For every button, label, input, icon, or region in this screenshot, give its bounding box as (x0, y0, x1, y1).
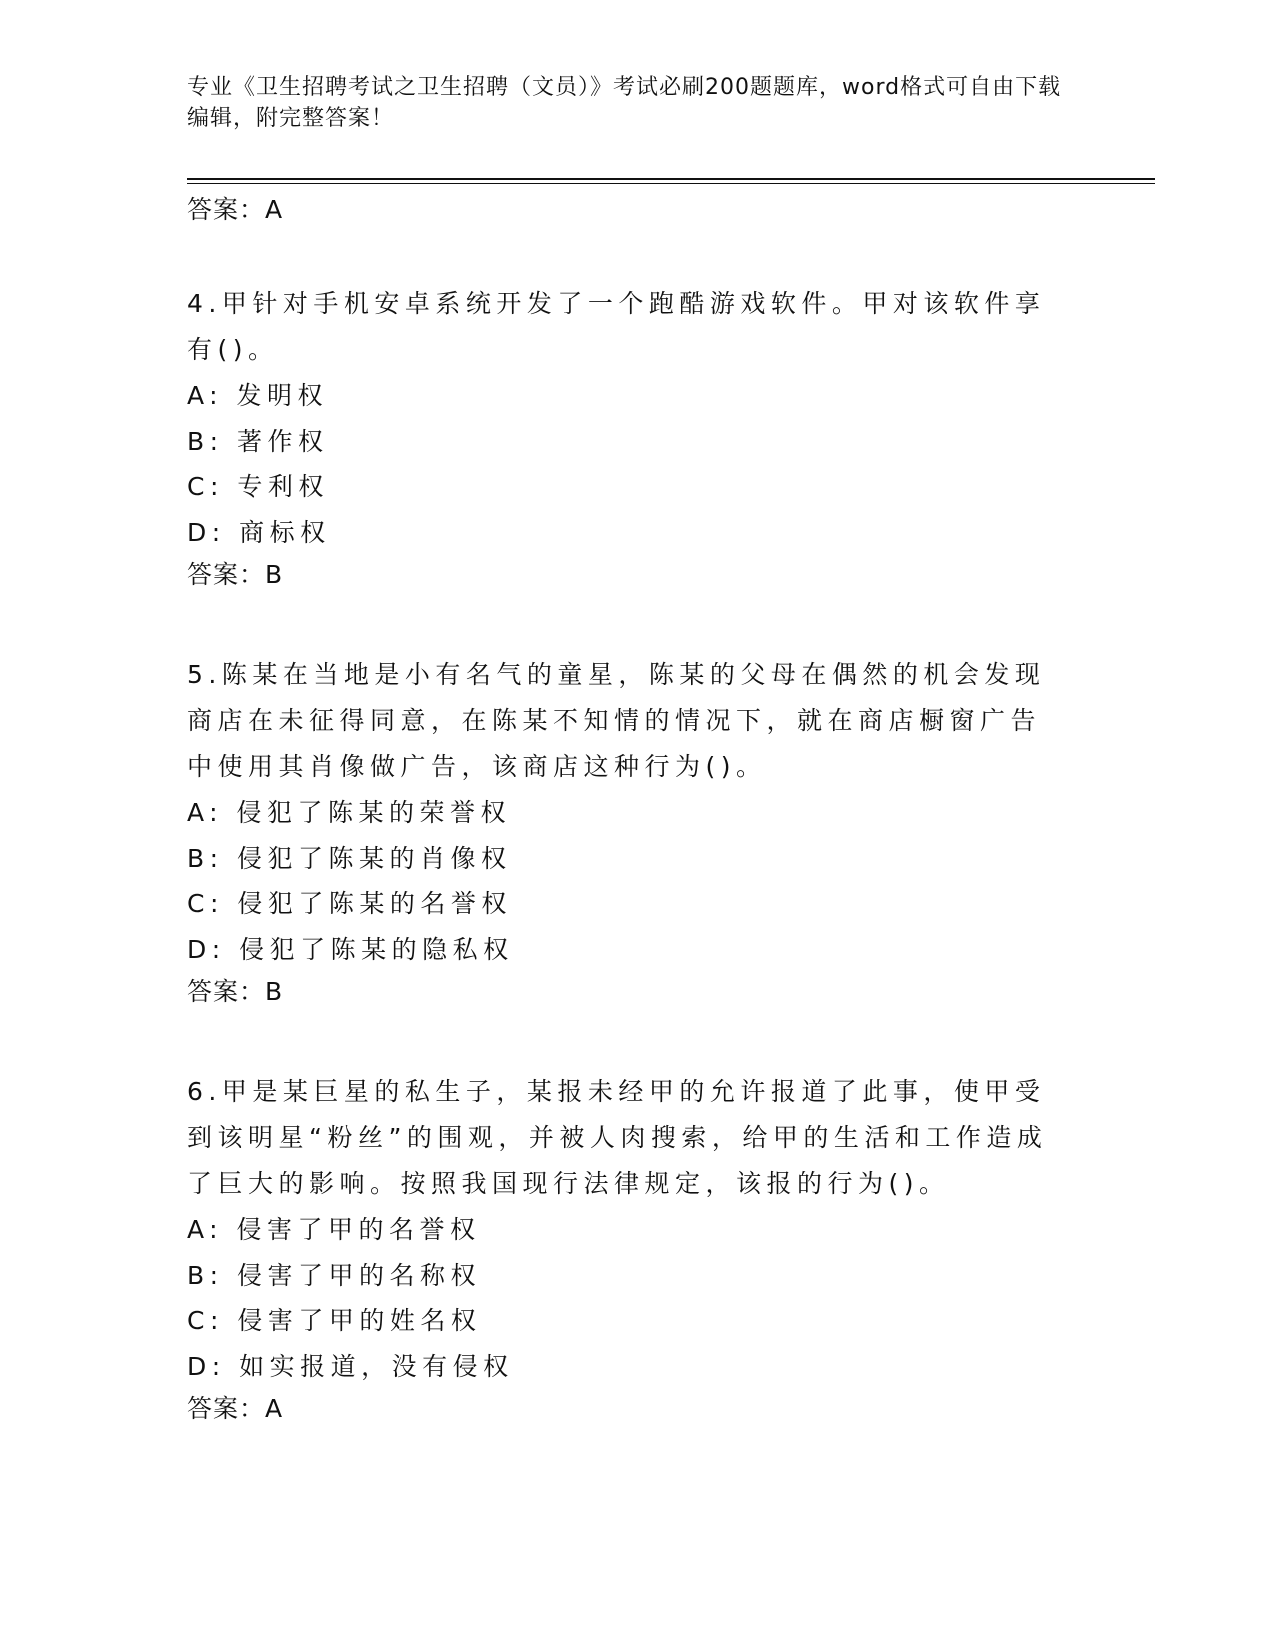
option-a: A: 侵害了甲的名誉权 (187, 1215, 481, 1244)
option-c: C: 侵害了甲的姓名权 (187, 1306, 482, 1335)
header-divider-thick (187, 178, 1155, 180)
question-item (187, 652, 1067, 1012)
question-stem: 6.甲是某巨星的私生子，某报未经甲的允许报道了此事，使甲受到该明星“粉丝”的围观，并被人肉搜索，给甲的生活和工作造成了巨大的影响。按照我国现行法律规定，该报的行为()。 (187, 1077, 1048, 1198)
header-divider-thin (187, 183, 1155, 184)
answer-line: 答案：B (187, 560, 284, 589)
option-b: B: 侵害了甲的名称权 (187, 1260, 482, 1290)
option-b: B: 侵犯了陈某的肖像权 (187, 843, 512, 873)
document-header-intro: 专业《卫生招聘考试之卫生招聘（文员）》考试必刷200题题库，word格式可自由下载编辑，附完整答案！ (187, 75, 1062, 131)
question-item (187, 1069, 1067, 1429)
question-stem: 5.陈某在当地是小有名气的童星，陈某的父母在偶然的机会发现商店在未征得同意，在陈某不知情的情况下，就在商店橱窗广告中使用其肖像做广告，该商店这种行为()。 (187, 660, 1046, 781)
option-d: D: 商标权 (187, 517, 331, 547)
question-stem: 4.甲针对手机安卓系统开发了一个跑酷游戏软件。甲对该软件享有()。 (187, 289, 1046, 364)
answer-line: 答案：A (187, 195, 284, 224)
question-list (187, 190, 1067, 1429)
option-d: D: 如实报道，没有侵权 (187, 1351, 514, 1381)
answer-line: 答案：B (187, 977, 284, 1006)
question-item (187, 281, 1067, 595)
option-a: A: 发明权 (187, 381, 329, 410)
option-c: C: 专利权 (187, 472, 329, 501)
option-c: C: 侵犯了陈某的名誉权 (187, 889, 512, 918)
option-b: B: 著作权 (187, 426, 329, 456)
option-d: D: 侵犯了陈某的隐私权 (187, 934, 514, 964)
option-a: A: 侵犯了陈某的荣誉权 (187, 798, 512, 827)
answer-line: 答案：A (187, 1394, 284, 1423)
